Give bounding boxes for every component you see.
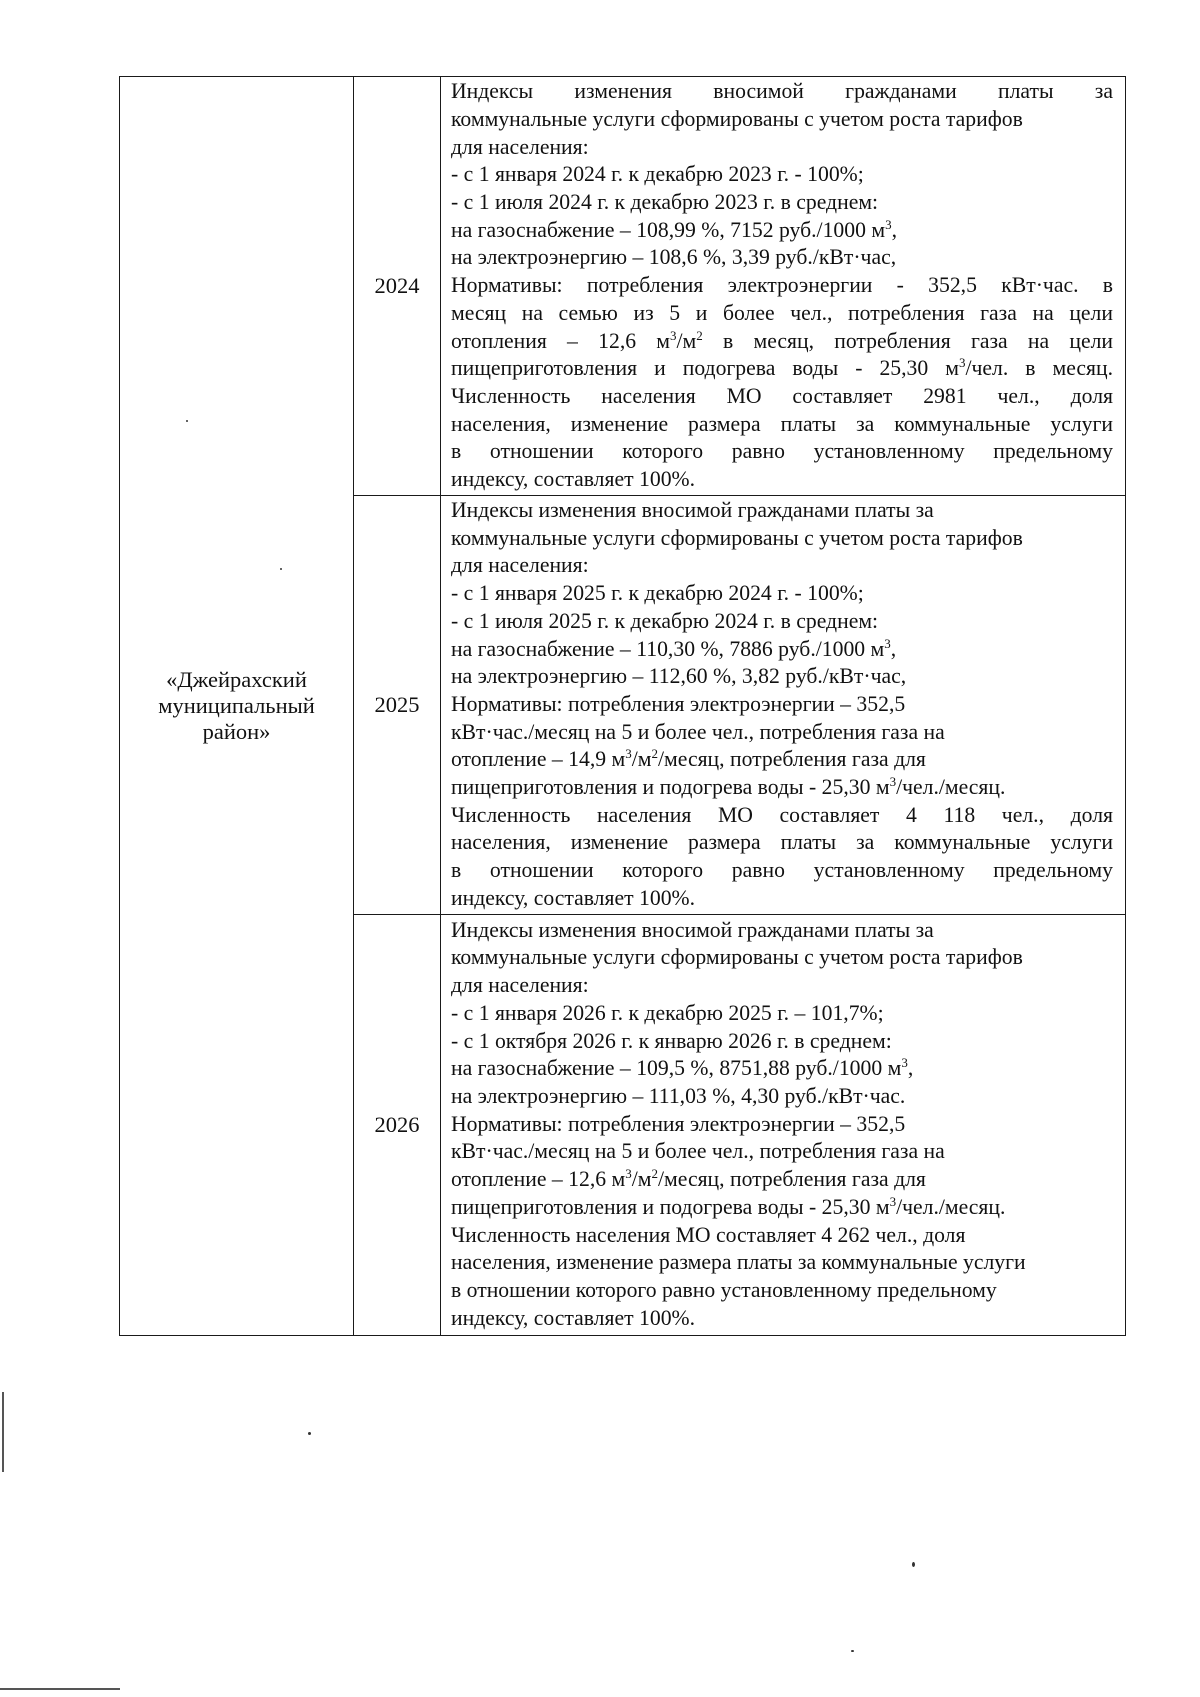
text-line: пищеприготовления и подогрева воды - 25,30 $м^3/чел$./месяц. (451, 1193, 1006, 1219)
year-label: 2025 (374, 691, 420, 717)
text-line: на электроэнергию – 108,6 %, 3,39 руб./кВт·час, (451, 245, 897, 270)
municipality-name-line: район» (202, 718, 271, 744)
scan-speck (186, 420, 188, 422)
tariff-table (119, 76, 1126, 1336)
table-row (120, 77, 1126, 496)
year-cell (354, 77, 441, 496)
description-text (451, 77, 1113, 495)
text-line: для населения: (451, 973, 589, 998)
text-line: для населения: (451, 553, 589, 578)
text-line: населения, изменение размера платы за коммунальные услуги (451, 1250, 1026, 1275)
text-line: - с 1 января 2026 г. к декабрю 2025 г. – 101,7%; (451, 1000, 884, 1025)
text-line: - с 1 июля 2025 г. к декабрю 2024 г. в среднем: (451, 608, 879, 633)
text-line: коммунальные услуги сформированы с учетом роста тарифов (451, 106, 1023, 131)
text-line: кВт·час./месяц на 5 и более чел., потребления газа на (451, 719, 945, 744)
text-line: - с 1 января 2025 г. к декабрю 2024 г. - 100%; (451, 581, 864, 606)
text-line: отопления – 12,6 $м^3/м^2$ в месяц, потребления газа на цели (451, 327, 1113, 353)
text-line: на газоснабжение – 109,5 %, 8751,88 руб./1000 $м^3$, (451, 1055, 914, 1081)
scan-speck (280, 568, 282, 570)
text-line: на газоснабжение – 110,30 %, 7886 руб./1000 $м^3$, (451, 635, 897, 661)
text-line: Индексы изменения вносимой гражданами платы за (451, 498, 934, 522)
text-line: Численность населения МО составляет 2981 чел., доля (451, 383, 1113, 408)
text-line: месяц на семью из 5 и более чел., потребления газа на цели (451, 300, 1113, 325)
text-line: - с 1 июля 2024 г. к декабрю 2023 г. в среднем: (451, 190, 879, 215)
description-text (451, 496, 1113, 914)
text-line: коммунальные услуги сформированы с учетом роста тарифов (451, 525, 1023, 550)
text-line: Индексы изменения вносимой гражданами платы за (451, 917, 934, 942)
text-line: Численность населения МО составляет 4 118 чел., доля (451, 802, 1113, 827)
text-line: Нормативы: потребления электроэнергии - 352,5 кВт·час. в (451, 273, 1113, 298)
text-line: на электроэнергию – 112,60 %, 3,82 руб./кВт·час, (451, 664, 907, 689)
scan-edge-mark (0, 1688, 120, 1690)
text-line: отопление – 14,9 $м^3/м^2$/месяц, потребления газа для (451, 746, 926, 772)
scan-speck (851, 1650, 854, 1652)
description-cell (441, 914, 1126, 1335)
text-line: в отношении которого равно установленному предельному (451, 1277, 997, 1302)
text-line: населения, изменение размера платы за коммунальные услуги (451, 830, 1113, 855)
text-line: на газоснабжение – 108,99 %, 7152 руб./1000 $м^3$, (451, 216, 898, 242)
municipality-name-line: муниципальный (158, 692, 315, 718)
description-text (451, 916, 1113, 1334)
text-line: Индексы изменения вносимой гражданами платы за (451, 79, 1113, 104)
year-cell (354, 496, 441, 915)
text-line: индексу, составляет 100%. (451, 1305, 696, 1330)
text-line: для населения: (451, 134, 589, 159)
text-line: пищеприготовления и подогрева воды - 25,30 $м^3/чел$./месяц. (451, 774, 1006, 800)
text-line: отопление – 12,6 $м^3/м^2$/месяц, потребления газа для (451, 1166, 926, 1192)
year-label: 2026 (374, 1111, 420, 1137)
text-line: индексу, составляет 100%. (451, 467, 696, 492)
text-line: - с 1 октября 2026 г. к январю 2026 г. в среднем: (451, 1028, 892, 1053)
description-cell (441, 77, 1126, 496)
text-line: Нормативы: потребления электроэнергии – 352,5 (451, 1111, 906, 1136)
year-cell (354, 914, 441, 1335)
scan-speck (308, 1432, 311, 1435)
year-label: 2024 (374, 273, 420, 298)
scan-speck (912, 1562, 915, 1567)
municipality-cell (120, 77, 354, 1336)
text-line: населения, изменение размера платы за коммунальные услуги (451, 411, 1113, 436)
text-line: индексу, составляет 100%. (451, 885, 696, 910)
text-line: коммунальные услуги сформированы с учетом роста тарифов (451, 945, 1023, 970)
text-line: Нормативы: потребления электроэнергии – 352,5 (451, 691, 906, 716)
text-line: в отношении которого равно установленному предельному (451, 858, 1113, 883)
text-line: на электроэнергию – 111,03 %, 4,30 руб./кВт·час. (451, 1083, 906, 1108)
text-line: - с 1 января 2024 г. к декабрю 2023 г. - 100%; (451, 162, 864, 187)
description-cell (441, 496, 1126, 915)
scan-edge-mark (2, 1392, 4, 1472)
text-line: в отношении которого равно установленному предельному (451, 439, 1113, 464)
text-line: пищеприготовления и подогрева воды - 25,30 $м^3$/чел. в месяц. (451, 355, 1113, 381)
municipality-name-line: «Джейрахский (166, 666, 307, 692)
text-line: кВт·час./месяц на 5 и более чел., потребления газа на (451, 1139, 945, 1164)
text-line: Численность населения МО составляет 4 262 чел., доля (451, 1222, 966, 1247)
